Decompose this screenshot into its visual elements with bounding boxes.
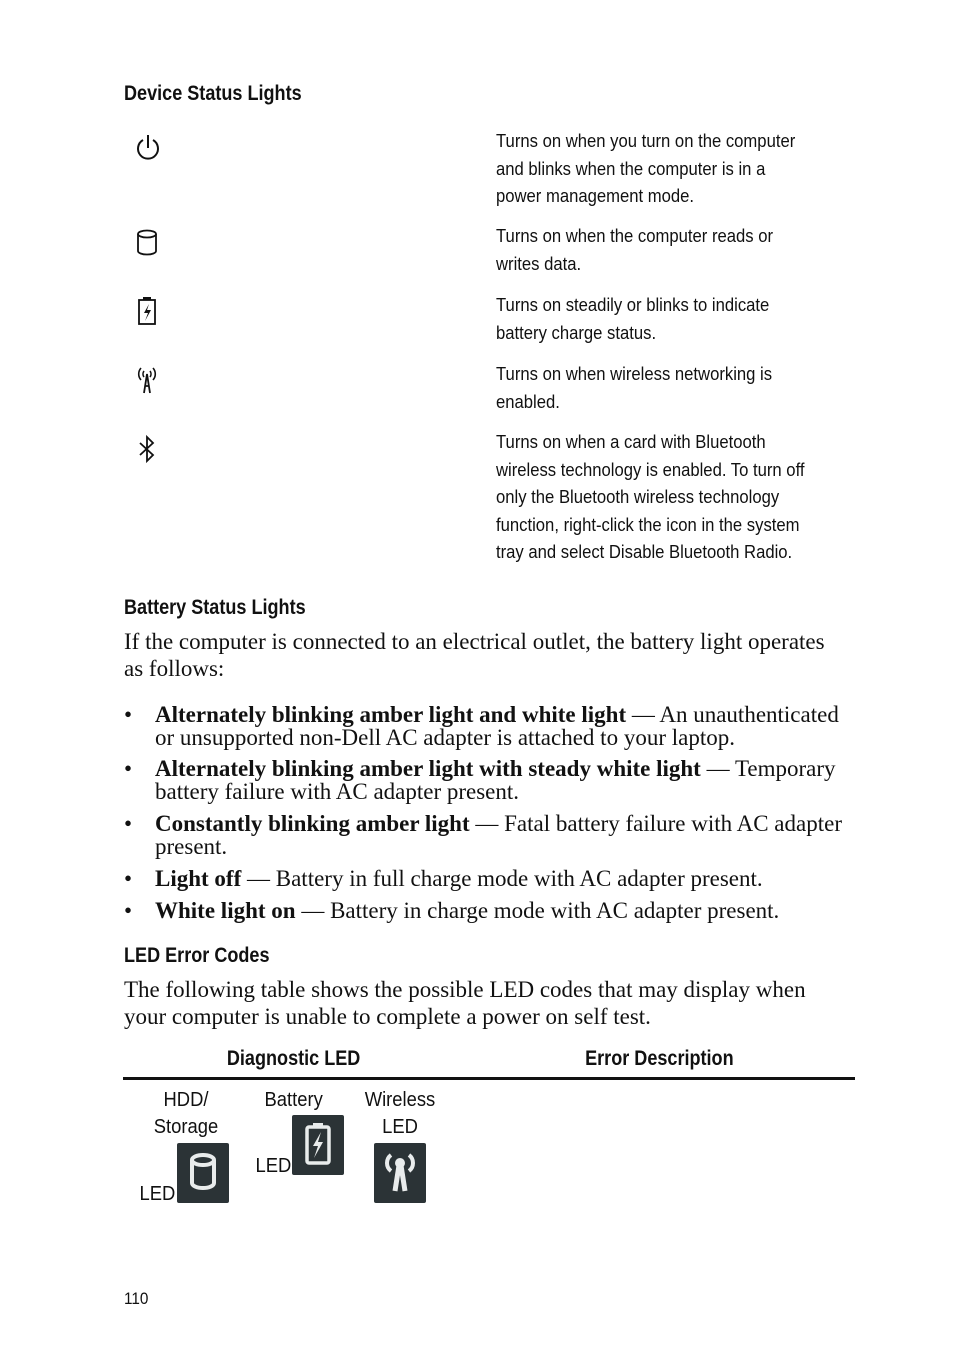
power-light-description — [496, 127, 838, 210]
wireless-column-label — [360, 1087, 441, 1141]
battery-icon — [292, 1115, 344, 1175]
desc-line: writes data. — [496, 252, 582, 274]
desc-line: and blinks when the computer is in a — [496, 157, 766, 179]
label-line: Storage — [153, 1116, 219, 1138]
table-header-diagnostic-led: Diagnostic LED — [226, 1047, 361, 1070]
battery-column-label: Battery — [264, 1089, 323, 1111]
desc-line: power management mode. — [496, 185, 695, 206]
desc-line: Turns on when a card with Bluetooth — [496, 431, 766, 452]
hdd-storage-column-label — [146, 1087, 225, 1141]
desc-line: battery charge status. — [496, 321, 657, 343]
battery-led-suffix: LED — [255, 1155, 292, 1177]
desc-line: Turns on when the computer reads or — [496, 225, 774, 246]
device-status-heading: Device Status Lights — [124, 82, 302, 105]
intro-line: as follows: — [124, 656, 225, 681]
desc-line: function, right-click the icon in the system — [496, 513, 800, 535]
list-item: • Alternately blinking amber light with steady white light — Temporary battery failure with AC adapter present. — [124, 757, 864, 803]
desc-line: enabled. — [496, 390, 560, 412]
bluetooth-icon — [134, 434, 162, 464]
bullet-text: — Battery in full charge mode with AC adapter present. — [241, 866, 763, 891]
hdd-led-suffix: LED — [139, 1183, 176, 1205]
hard-drive-icon — [134, 228, 162, 258]
led-error-codes-heading: LED Error Codes — [124, 944, 270, 967]
bullet-text: — Temporary — [700, 756, 836, 781]
bluetooth-light-description — [496, 428, 838, 566]
label-line: LED — [382, 1116, 418, 1138]
bullet-term: White light on — [155, 898, 296, 923]
desc-line: tray and select Disable Bluetooth Radio. — [496, 541, 793, 562]
table-header-rule — [123, 1077, 855, 1080]
bullet-continuation: battery failure with AC adapter present. — [155, 779, 520, 804]
list-item: • Alternately blinking amber light and white light — An unauthenticated or unsupported non-Dell AC adapter is attached to your laptop. — [124, 703, 864, 749]
intro-line: If the computer is connected to an electrical outlet, the battery light operates — [124, 629, 825, 654]
bullet-term: Alternately blinking amber light and white light — [155, 702, 627, 727]
desc-line: Turns on steadily or blinks to indicate — [496, 294, 770, 315]
led-error-codes-intro — [124, 976, 806, 1030]
bullet-continuation: present. — [155, 834, 228, 859]
bullet-continuation: or unsupported non-Dell AC adapter is attached to your laptop. — [155, 725, 735, 750]
desc-line: Turns on when wireless networking is — [496, 363, 773, 384]
intro-line: your computer is unable to complete a power on self test. — [124, 1004, 651, 1029]
bullet-text: — Battery in charge mode with AC adapter present. — [295, 898, 780, 923]
battery-light-description — [496, 291, 838, 346]
power-icon — [134, 133, 162, 163]
table-header-error-description: Error Description — [585, 1047, 734, 1070]
list-item: • White light on — Battery in charge mode with AC adapter present. — [124, 898, 780, 923]
label-line: Wireless — [364, 1089, 436, 1111]
desc-line: Turns on when you turn on the computer — [496, 130, 796, 151]
desc-line: wireless technology is enabled. To turn off — [496, 458, 805, 480]
page-number: 110 — [124, 1289, 149, 1308]
bullet-term: Light off — [155, 866, 242, 891]
bullet-term: Constantly blinking amber light — [155, 811, 470, 836]
list-item: • Constantly blinking amber light — Fatal battery failure with AC adapter present. — [124, 812, 864, 858]
desc-line: only the Bluetooth wireless technology — [496, 486, 780, 507]
label-line: HDD/ — [163, 1089, 209, 1111]
bullet-term: Alternately blinking amber light with steady white light — [155, 756, 701, 781]
battery-status-intro — [124, 628, 825, 682]
battery-status-heading: Battery Status Lights — [124, 596, 306, 619]
list-item: • Light off — Battery in full charge mode with AC adapter present. — [124, 866, 763, 891]
intro-line: The following table shows the possible LED codes that may display when — [124, 977, 806, 1002]
wireless-light-description — [496, 360, 838, 415]
hdd-light-description — [496, 222, 838, 277]
bullet-text: — Fatal battery failure with AC adapter — [469, 811, 842, 836]
bullet-text: — An unauthenticated — [626, 702, 839, 727]
wireless-icon — [134, 365, 162, 395]
wireless-icon — [374, 1143, 426, 1203]
battery-icon — [134, 296, 162, 326]
hard-drive-icon — [177, 1143, 229, 1203]
